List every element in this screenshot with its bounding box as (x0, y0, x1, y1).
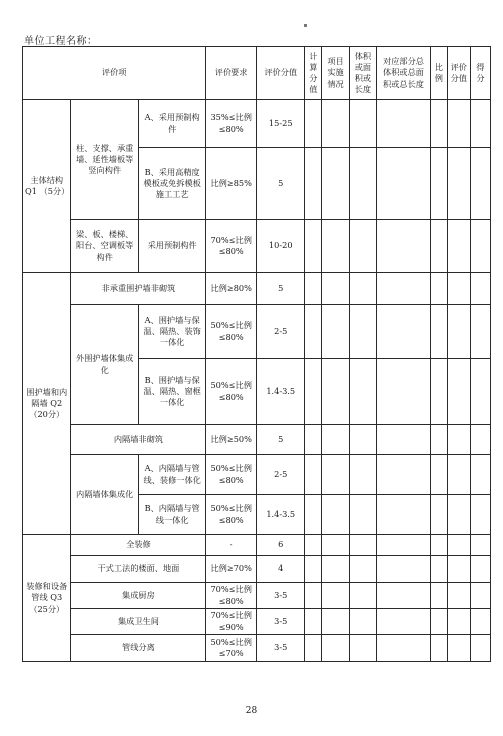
table-row (23, 583, 491, 609)
requirement-cell: 70%≤比例≤80% (206, 583, 257, 609)
empty-cell (305, 100, 322, 148)
empty-cell (447, 635, 470, 662)
empty-cell (322, 495, 349, 535)
score-cell: 5 (256, 273, 304, 305)
empty-cell (305, 455, 322, 495)
header-total: 对应部分总体积或总面积或总长度 (377, 47, 431, 100)
empty-cell (349, 635, 376, 662)
requirement-cell: 比例≥70% (206, 556, 257, 583)
empty-cell (349, 100, 376, 148)
category-q1: 主体结构 Q1 （5分） (23, 100, 71, 273)
empty-cell (322, 273, 349, 305)
empty-cell (430, 359, 447, 425)
table-row (23, 556, 491, 583)
empty-cell (349, 359, 376, 425)
empty-cell (322, 635, 349, 662)
header-row (23, 47, 491, 100)
empty-cell (470, 148, 490, 220)
empty-cell (470, 100, 490, 148)
empty-cell (470, 635, 490, 662)
empty-cell (305, 305, 322, 359)
item-cell: 全装修 (71, 535, 206, 556)
header-volume: 体积或面积或长度 (349, 47, 376, 100)
header-requirement: 评价要求 (206, 47, 257, 100)
empty-cell (447, 100, 470, 148)
page-number: 28 (245, 706, 258, 716)
evaluation-table (22, 46, 491, 662)
empty-cell (447, 148, 470, 220)
requirement-cell: - (206, 535, 257, 556)
empty-cell (470, 305, 490, 359)
header-get-score: 得分 (470, 47, 490, 100)
empty-cell (470, 359, 490, 425)
empty-cell (377, 148, 431, 220)
empty-cell (470, 609, 490, 635)
empty-cell (322, 148, 349, 220)
empty-cell (377, 425, 431, 455)
table-row (23, 609, 491, 635)
table-row (23, 273, 491, 305)
empty-cell (430, 556, 447, 583)
score-cell: 3-5 (256, 609, 304, 635)
empty-cell (305, 148, 322, 220)
score-cell: 3-5 (256, 583, 304, 609)
score-cell: 4 (256, 556, 304, 583)
empty-cell (377, 583, 431, 609)
sub-item: A、围护墙与保温、隔热、装饰一体化 (138, 305, 205, 359)
empty-cell (322, 556, 349, 583)
empty-cell (322, 220, 349, 273)
score-cell: 5 (256, 148, 304, 220)
empty-cell (349, 455, 376, 495)
empty-cell (322, 609, 349, 635)
empty-cell (349, 495, 376, 535)
requirement-cell: 35%≤比例≤80% (206, 100, 257, 148)
empty-cell (377, 535, 431, 556)
header-eval-score: 评价分值 (447, 47, 470, 100)
table-row (23, 305, 491, 359)
requirement-cell: 比例≥50% (206, 425, 257, 455)
empty-cell (430, 535, 447, 556)
sub-item: B、采用高精度模板或免拆模板施工工艺 (138, 148, 205, 220)
score-cell: 5 (256, 425, 304, 455)
empty-cell (377, 305, 431, 359)
empty-cell (305, 556, 322, 583)
item-cell: 非承重围护墙非砌筑 (71, 273, 206, 305)
requirement-cell: 70%≤比例≤90% (206, 609, 257, 635)
empty-cell (305, 495, 322, 535)
table-row (23, 100, 491, 148)
empty-cell (377, 455, 431, 495)
project-name-label: 单位工程名称： (24, 36, 98, 47)
empty-cell (377, 556, 431, 583)
empty-cell (430, 220, 447, 273)
empty-cell (349, 556, 376, 583)
header-impl: 项目实施情况 (322, 47, 349, 100)
empty-cell (305, 635, 322, 662)
empty-cell (447, 359, 470, 425)
empty-cell (430, 635, 447, 662)
empty-cell (322, 359, 349, 425)
requirement-cell: 50%≤比例≤80% (206, 305, 257, 359)
empty-cell (322, 455, 349, 495)
score-cell: 15-25 (256, 100, 304, 148)
empty-cell (430, 273, 447, 305)
item-cell: 集成厨房 (71, 583, 206, 609)
table-row (23, 425, 491, 455)
table-row (23, 455, 491, 495)
header-item: 评价项 (23, 47, 206, 100)
item-cell: 内隔墙非砌筑 (71, 425, 206, 455)
item-cell: 干式工法的楼面、地面 (71, 556, 206, 583)
sub-item: A、采用预制构件 (138, 100, 205, 148)
empty-cell (377, 609, 431, 635)
sub-item: B、围护墙与保温、隔热、窗框一体化 (138, 359, 205, 425)
requirement-cell: 比例≥85% (206, 148, 257, 220)
empty-cell (447, 535, 470, 556)
empty-cell (322, 100, 349, 148)
empty-cell (447, 273, 470, 305)
requirement-cell: 50%≤比例≤70% (206, 635, 257, 662)
empty-cell (349, 425, 376, 455)
score-cell: 3-5 (256, 635, 304, 662)
empty-cell (447, 583, 470, 609)
empty-cell (430, 305, 447, 359)
empty-cell (377, 273, 431, 305)
score-cell: 2-5 (256, 455, 304, 495)
empty-cell (349, 535, 376, 556)
scan-mark (304, 24, 307, 27)
empty-cell (470, 495, 490, 535)
empty-cell (322, 535, 349, 556)
empty-cell (447, 455, 470, 495)
empty-cell (470, 455, 490, 495)
empty-cell (430, 609, 447, 635)
category-q3: 装修和设备管线 Q3 （25分） (23, 535, 71, 662)
item-cell: 集成卫生间 (71, 609, 206, 635)
table-row (23, 635, 491, 662)
empty-cell (470, 583, 490, 609)
header-calc-score: 计算分值 (305, 47, 322, 100)
empty-cell (430, 425, 447, 455)
empty-cell (322, 305, 349, 359)
empty-cell (349, 609, 376, 635)
empty-cell (349, 148, 376, 220)
empty-cell (305, 359, 322, 425)
score-cell: 1.4-3.5 (256, 359, 304, 425)
empty-cell (349, 273, 376, 305)
score-cell: 1.4-3.5 (256, 495, 304, 535)
empty-cell (470, 273, 490, 305)
empty-cell (447, 220, 470, 273)
sub-item: B、内隔墙与管线一体化 (138, 495, 205, 535)
empty-cell (349, 583, 376, 609)
empty-cell (447, 556, 470, 583)
empty-cell (447, 305, 470, 359)
empty-cell (470, 556, 490, 583)
sub-item: 采用预制构件 (138, 220, 205, 273)
empty-cell (377, 220, 431, 273)
empty-cell (377, 359, 431, 425)
empty-cell (305, 609, 322, 635)
empty-cell (430, 148, 447, 220)
empty-cell (447, 609, 470, 635)
empty-cell (377, 100, 431, 148)
empty-cell (349, 305, 376, 359)
empty-cell (430, 495, 447, 535)
requirement-cell: 50%≤比例≤80% (206, 455, 257, 495)
requirement-cell: 70%≤比例≤80% (206, 220, 257, 273)
empty-cell (305, 425, 322, 455)
empty-cell (447, 425, 470, 455)
requirement-cell: 比例≥80% (206, 273, 257, 305)
requirement-cell: 50%≤比例≤80% (206, 359, 257, 425)
category-q2: 围护墙和内隔墙 Q2 （20分） (23, 273, 71, 535)
empty-cell (430, 100, 447, 148)
item-group: 梁、板、楼梯、阳台、空调板等构件 (71, 220, 138, 273)
empty-cell (470, 220, 490, 273)
score-cell: 10-20 (256, 220, 304, 273)
empty-cell (430, 455, 447, 495)
header-ratio: 比例 (430, 47, 447, 100)
table-row (23, 220, 491, 273)
score-cell: 6 (256, 535, 304, 556)
empty-cell (322, 583, 349, 609)
empty-cell (377, 635, 431, 662)
empty-cell (470, 535, 490, 556)
sub-item: A、内隔墙与管线、装修一体化 (138, 455, 205, 495)
item-group: 外围护墙体集成化 (71, 305, 138, 425)
empty-cell (470, 425, 490, 455)
empty-cell (305, 273, 322, 305)
empty-cell (349, 220, 376, 273)
empty-cell (305, 583, 322, 609)
item-group: 内隔墙体集成化 (71, 455, 138, 535)
requirement-cell: 50%≤比例≤80% (206, 495, 257, 535)
empty-cell (305, 535, 322, 556)
score-cell: 2-5 (256, 305, 304, 359)
empty-cell (322, 425, 349, 455)
table-row (23, 535, 491, 556)
empty-cell (447, 495, 470, 535)
empty-cell (377, 495, 431, 535)
item-cell: 管线分离 (71, 635, 206, 662)
header-score: 评价分值 (256, 47, 304, 100)
item-group: 柱、支撑、承重墙、延性墙板等竖向构件 (71, 100, 138, 220)
empty-cell (305, 220, 322, 273)
empty-cell (430, 583, 447, 609)
